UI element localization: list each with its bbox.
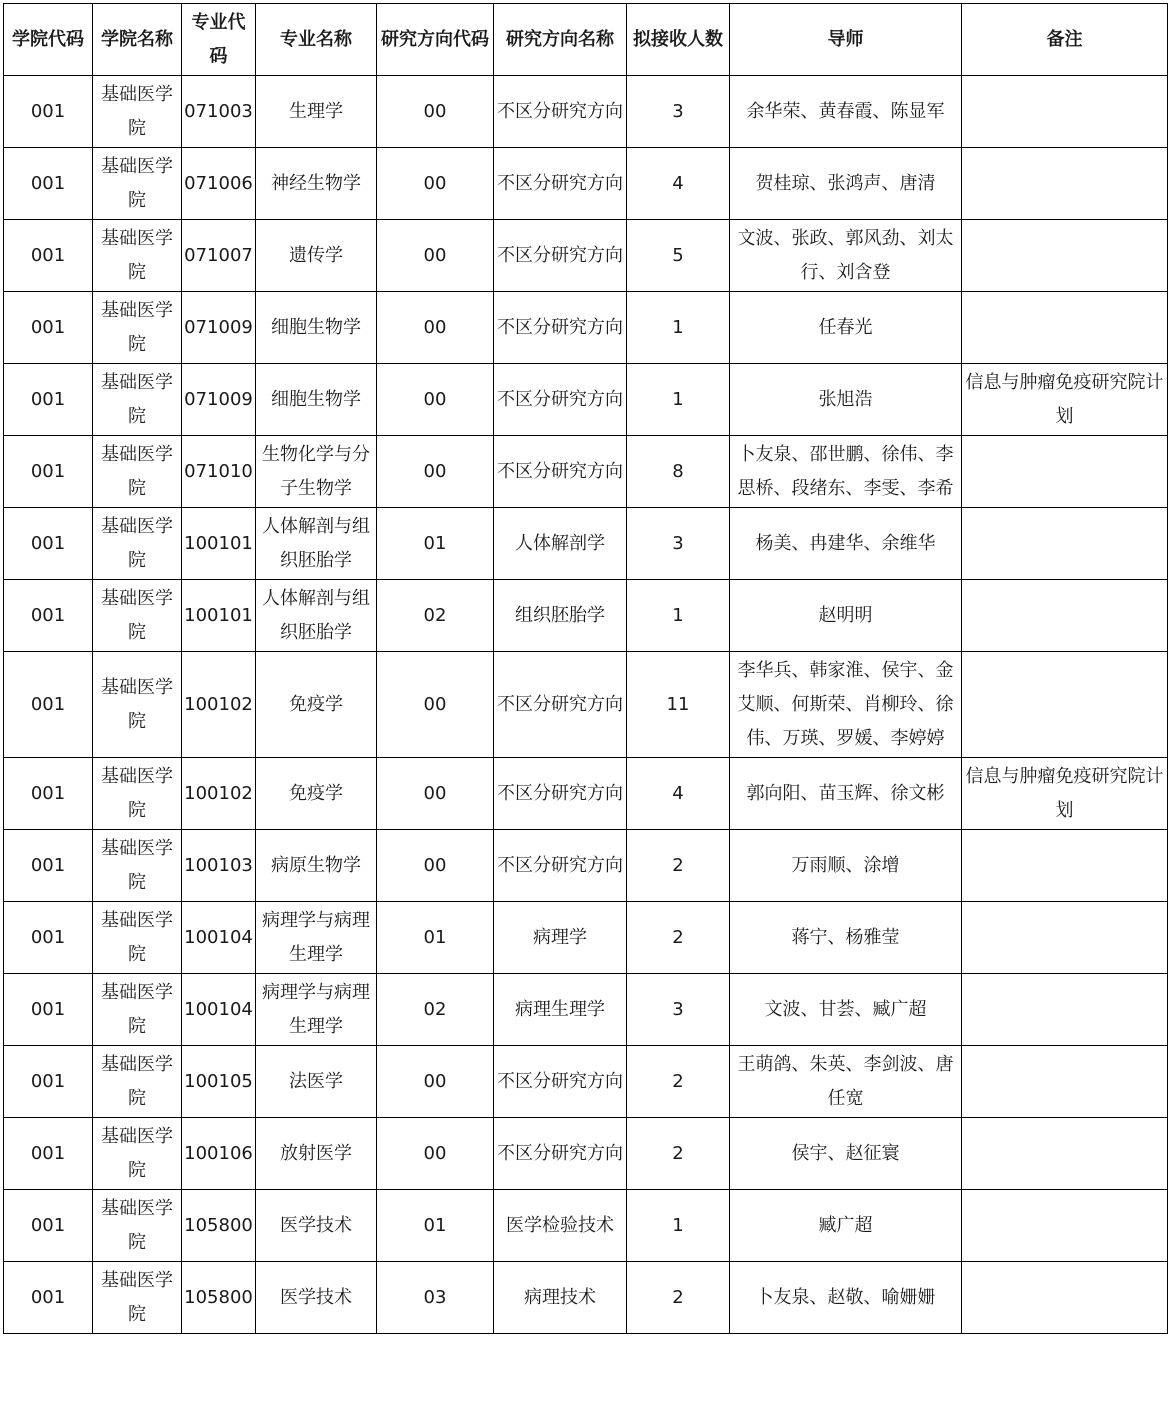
- college-code-cell: 001: [4, 830, 93, 902]
- remarks-cell: [962, 220, 1168, 292]
- col-header-college-code: 学院代码: [4, 4, 93, 76]
- major-code-cell: 071003: [182, 76, 256, 148]
- supervisors-cell: 文波、甘荟、臧广超: [730, 974, 962, 1046]
- supervisors-cell: 张旭浩: [730, 364, 962, 436]
- direction-code-cell: 00: [377, 758, 494, 830]
- table-row: [4, 902, 1168, 974]
- remarks-cell: [962, 902, 1168, 974]
- quota-cell: 4: [627, 758, 730, 830]
- major-code-cell: 100104: [182, 974, 256, 1046]
- direction-code-cell: 00: [377, 148, 494, 220]
- table-row: [4, 758, 1168, 830]
- header-row: [4, 4, 1168, 76]
- table-row: [4, 508, 1168, 580]
- major-code-cell: 105800: [182, 1262, 256, 1334]
- major-name-cell: 生理学: [256, 76, 377, 148]
- college-code-cell: 001: [4, 1046, 93, 1118]
- table-row: [4, 436, 1168, 508]
- college-code-cell: 001: [4, 652, 93, 758]
- remarks-cell: [962, 76, 1168, 148]
- direction-code-cell: 00: [377, 292, 494, 364]
- supervisors-cell: 蒋宁、杨雅莹: [730, 902, 962, 974]
- college-code-cell: 001: [4, 220, 93, 292]
- direction-code-cell: 00: [377, 1046, 494, 1118]
- direction-name-cell: 不区分研究方向: [494, 1118, 627, 1190]
- direction-name-cell: 不区分研究方向: [494, 758, 627, 830]
- major-code-cell: 100103: [182, 830, 256, 902]
- quota-cell: 2: [627, 1118, 730, 1190]
- col-header-supervisors: 导师: [730, 4, 962, 76]
- major-code-cell: 100102: [182, 758, 256, 830]
- direction-code-cell: 00: [377, 364, 494, 436]
- major-code-cell: 100101: [182, 508, 256, 580]
- major-code-cell: 100101: [182, 580, 256, 652]
- table-row: [4, 1118, 1168, 1190]
- direction-name-cell: 不区分研究方向: [494, 292, 627, 364]
- direction-code-cell: 00: [377, 1118, 494, 1190]
- major-name-cell: 免疫学: [256, 652, 377, 758]
- table-row: [4, 580, 1168, 652]
- direction-code-cell: 02: [377, 974, 494, 1046]
- supervisors-cell: 侯宇、赵征寰: [730, 1118, 962, 1190]
- college-code-cell: 001: [4, 580, 93, 652]
- supervisors-cell: 贺桂琼、张鸿声、唐清: [730, 148, 962, 220]
- major-name-cell: 细胞生物学: [256, 292, 377, 364]
- remarks-cell: 信息与肿瘤免疫研究院计划: [962, 758, 1168, 830]
- major-name-cell: 病理学与病理生理学: [256, 974, 377, 1046]
- college-code-cell: 001: [4, 364, 93, 436]
- supervisors-cell: 郭向阳、苗玉辉、徐文彬: [730, 758, 962, 830]
- quota-cell: 11: [627, 652, 730, 758]
- table-row: [4, 364, 1168, 436]
- major-code-cell: 100104: [182, 902, 256, 974]
- college-code-cell: 001: [4, 1262, 93, 1334]
- direction-code-cell: 01: [377, 508, 494, 580]
- col-header-college-name: 学院名称: [93, 4, 182, 76]
- supervisors-cell: 赵明明: [730, 580, 962, 652]
- remarks-cell: [962, 508, 1168, 580]
- direction-name-cell: 组织胚胎学: [494, 580, 627, 652]
- major-code-cell: 100105: [182, 1046, 256, 1118]
- major-name-cell: 人体解剖与组织胚胎学: [256, 580, 377, 652]
- supervisors-cell: 文波、张政、郭风劲、刘太行、刘含登: [730, 220, 962, 292]
- direction-code-cell: 00: [377, 652, 494, 758]
- direction-name-cell: 不区分研究方向: [494, 76, 627, 148]
- major-name-cell: 病理学与病理生理学: [256, 902, 377, 974]
- table-row: [4, 830, 1168, 902]
- college-code-cell: 001: [4, 902, 93, 974]
- direction-name-cell: 不区分研究方向: [494, 652, 627, 758]
- admission-table: [3, 3, 1168, 1334]
- major-code-cell: 105800: [182, 1190, 256, 1262]
- college-name-cell: 基础医学院: [93, 292, 182, 364]
- supervisors-cell: 卜友泉、邵世鹏、徐伟、李思桥、段绪东、李雯、李希: [730, 436, 962, 508]
- direction-name-cell: 人体解剖学: [494, 508, 627, 580]
- college-name-cell: 基础医学院: [93, 902, 182, 974]
- direction-name-cell: 不区分研究方向: [494, 364, 627, 436]
- college-code-cell: 001: [4, 292, 93, 364]
- quota-cell: 3: [627, 974, 730, 1046]
- remarks-cell: [962, 292, 1168, 364]
- college-code-cell: 001: [4, 148, 93, 220]
- remarks-cell: [962, 1118, 1168, 1190]
- college-name-cell: 基础医学院: [93, 652, 182, 758]
- major-code-cell: 071006: [182, 148, 256, 220]
- quota-cell: 8: [627, 436, 730, 508]
- quota-cell: 4: [627, 148, 730, 220]
- major-code-cell: 100102: [182, 652, 256, 758]
- col-header-major-name: 专业名称: [256, 4, 377, 76]
- college-name-cell: 基础医学院: [93, 1190, 182, 1262]
- direction-name-cell: 不区分研究方向: [494, 436, 627, 508]
- college-code-cell: 001: [4, 1190, 93, 1262]
- major-name-cell: 细胞生物学: [256, 364, 377, 436]
- quota-cell: 3: [627, 508, 730, 580]
- supervisors-cell: 臧广超: [730, 1190, 962, 1262]
- direction-code-cell: 02: [377, 580, 494, 652]
- quota-cell: 2: [627, 830, 730, 902]
- supervisors-cell: 任春光: [730, 292, 962, 364]
- major-name-cell: 放射医学: [256, 1118, 377, 1190]
- major-name-cell: 免疫学: [256, 758, 377, 830]
- supervisors-cell: 万雨顺、涂增: [730, 830, 962, 902]
- major-name-cell: 病原生物学: [256, 830, 377, 902]
- remarks-cell: [962, 580, 1168, 652]
- remarks-cell: [962, 1262, 1168, 1334]
- remarks-cell: [962, 652, 1168, 758]
- direction-code-cell: 03: [377, 1262, 494, 1334]
- major-name-cell: 神经生物学: [256, 148, 377, 220]
- college-code-cell: 001: [4, 508, 93, 580]
- major-code-cell: 071007: [182, 220, 256, 292]
- college-name-cell: 基础医学院: [93, 1262, 182, 1334]
- college-code-cell: 001: [4, 1118, 93, 1190]
- major-code-cell: 071009: [182, 364, 256, 436]
- college-code-cell: 001: [4, 758, 93, 830]
- college-name-cell: 基础医学院: [93, 220, 182, 292]
- college-name-cell: 基础医学院: [93, 758, 182, 830]
- supervisors-cell: 杨美、冉建华、余维华: [730, 508, 962, 580]
- direction-name-cell: 不区分研究方向: [494, 830, 627, 902]
- quota-cell: 1: [627, 364, 730, 436]
- quota-cell: 2: [627, 1262, 730, 1334]
- col-header-remarks: 备注: [962, 4, 1168, 76]
- quota-cell: 1: [627, 1190, 730, 1262]
- table-row: [4, 148, 1168, 220]
- table-body: [4, 76, 1168, 1334]
- college-name-cell: 基础医学院: [93, 76, 182, 148]
- col-header-direction-code: 研究方向代码: [377, 4, 494, 76]
- major-name-cell: 医学技术: [256, 1262, 377, 1334]
- table-row: [4, 974, 1168, 1046]
- major-code-cell: 100106: [182, 1118, 256, 1190]
- table-row: [4, 652, 1168, 758]
- direction-name-cell: 病理学: [494, 902, 627, 974]
- college-name-cell: 基础医学院: [93, 1046, 182, 1118]
- college-name-cell: 基础医学院: [93, 364, 182, 436]
- remarks-cell: [962, 974, 1168, 1046]
- college-name-cell: 基础医学院: [93, 436, 182, 508]
- direction-code-cell: 00: [377, 220, 494, 292]
- college-name-cell: 基础医学院: [93, 974, 182, 1046]
- direction-name-cell: 不区分研究方向: [494, 148, 627, 220]
- major-code-cell: 071009: [182, 292, 256, 364]
- college-name-cell: 基础医学院: [93, 1118, 182, 1190]
- col-header-major-code: 专业代码: [182, 4, 256, 76]
- supervisors-cell: 李华兵、韩家淮、侯宇、金艾顺、何斯荣、肖柳玲、徐伟、万瑛、罗媛、李婷婷: [730, 652, 962, 758]
- direction-code-cell: 00: [377, 830, 494, 902]
- table-row: [4, 1262, 1168, 1334]
- major-name-cell: 人体解剖与组织胚胎学: [256, 508, 377, 580]
- direction-name-cell: 病理技术: [494, 1262, 627, 1334]
- direction-code-cell: 01: [377, 1190, 494, 1262]
- major-name-cell: 生物化学与分子生物学: [256, 436, 377, 508]
- table-row: [4, 1190, 1168, 1262]
- college-name-cell: 基础医学院: [93, 830, 182, 902]
- table-row: [4, 1046, 1168, 1118]
- remarks-cell: [962, 436, 1168, 508]
- quota-cell: 1: [627, 580, 730, 652]
- direction-name-cell: 不区分研究方向: [494, 220, 627, 292]
- direction-code-cell: 00: [377, 436, 494, 508]
- college-name-cell: 基础医学院: [93, 508, 182, 580]
- quota-cell: 1: [627, 292, 730, 364]
- direction-code-cell: 01: [377, 902, 494, 974]
- quota-cell: 2: [627, 1046, 730, 1118]
- major-name-cell: 遗传学: [256, 220, 377, 292]
- college-name-cell: 基础医学院: [93, 580, 182, 652]
- table-row: [4, 76, 1168, 148]
- direction-code-cell: 00: [377, 76, 494, 148]
- direction-name-cell: 医学检验技术: [494, 1190, 627, 1262]
- college-code-cell: 001: [4, 76, 93, 148]
- remarks-cell: [962, 148, 1168, 220]
- supervisors-cell: 王萌鸽、朱英、李剑波、唐任宽: [730, 1046, 962, 1118]
- quota-cell: 5: [627, 220, 730, 292]
- remarks-cell: [962, 1046, 1168, 1118]
- col-header-quota: 拟接收人数: [627, 4, 730, 76]
- college-name-cell: 基础医学院: [93, 148, 182, 220]
- major-code-cell: 071010: [182, 436, 256, 508]
- direction-name-cell: 病理生理学: [494, 974, 627, 1046]
- college-code-cell: 001: [4, 974, 93, 1046]
- remarks-cell: [962, 830, 1168, 902]
- major-name-cell: 医学技术: [256, 1190, 377, 1262]
- remarks-cell: 信息与肿瘤免疫研究院计划: [962, 364, 1168, 436]
- col-header-direction-name: 研究方向名称: [494, 4, 627, 76]
- quota-cell: 3: [627, 76, 730, 148]
- direction-name-cell: 不区分研究方向: [494, 1046, 627, 1118]
- table-row: [4, 292, 1168, 364]
- quota-cell: 2: [627, 902, 730, 974]
- table-row: [4, 220, 1168, 292]
- supervisors-cell: 卜友泉、赵敬、喻姗姗: [730, 1262, 962, 1334]
- major-name-cell: 法医学: [256, 1046, 377, 1118]
- remarks-cell: [962, 1190, 1168, 1262]
- supervisors-cell: 余华荣、黄春霞、陈显军: [730, 76, 962, 148]
- college-code-cell: 001: [4, 436, 93, 508]
